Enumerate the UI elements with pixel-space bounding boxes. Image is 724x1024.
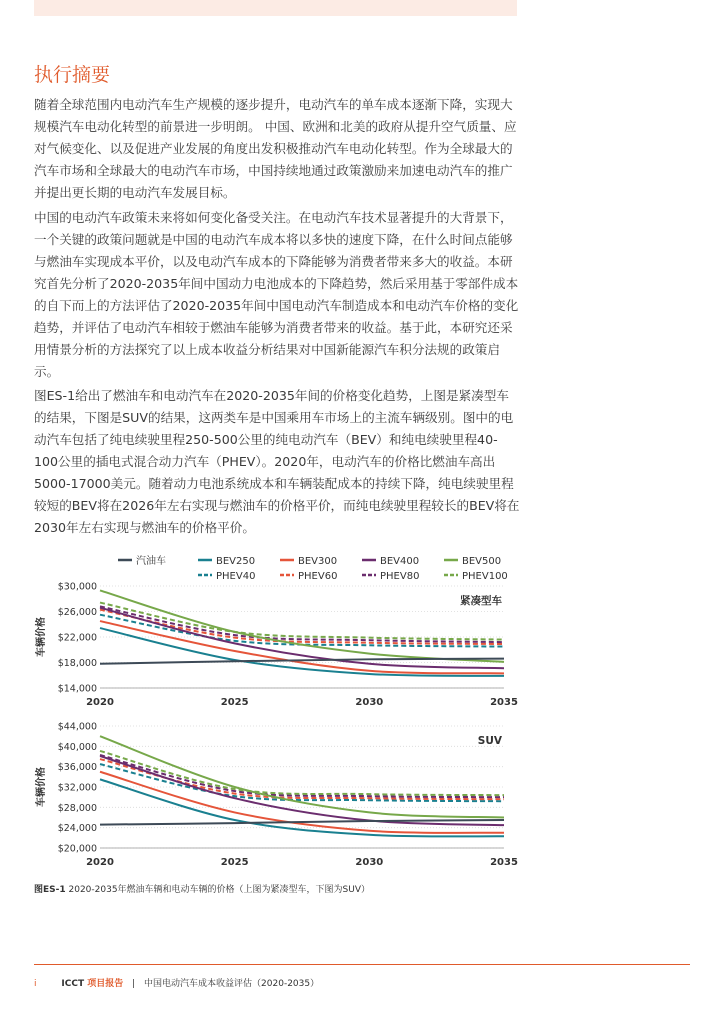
legend-label: BEV300 [298,556,338,567]
legend-label: BEV400 [380,556,420,567]
y-tick-label: $14,000 [57,683,97,695]
legend-label: BEV500 [462,556,502,567]
footer-divider [34,964,690,965]
y-tick-label: $30,000 [57,581,97,593]
footer [34,976,319,989]
x-tick-label: 2020 [86,697,114,708]
x-tick-label: 2020 [86,857,114,868]
paragraph-1: 随着全球范围内电动汽车生产规模的逐步提升，电动汽车的单车成本逐渐下降，实现大规模汽车电动化转型的前景进一步明朗。 中国、欧洲和北美的政府从提升空气质量、应对气候变化、以及促进产业发展的角度出发积极推动汽车电动化转型。作为全球最大的汽车市场和全球最大的电动汽车市场，中国持续地通过政策激励来加速电动汽车的推广并提出更长期的电动汽车发展目标。 [34,97,517,200]
org-name: ICCT [61,979,85,989]
y-tick-label: $40,000 [57,741,97,753]
series-line-BEV300 [100,621,504,673]
panel-title: SUV [477,735,502,747]
y-tick-label: $24,000 [57,823,97,835]
figure-caption [34,882,370,895]
y-tick-label: $36,000 [57,762,97,774]
series-line-PHEV60 [100,759,504,799]
y-tick-label: $44,000 [57,721,97,733]
y-tick-label: $32,000 [57,782,97,794]
legend-label: PHEV40 [216,571,256,582]
y-tick-label: $20,000 [57,843,97,855]
caption-label: 图ES-1 [34,885,66,895]
x-tick-label: 2035 [490,857,518,868]
caption-text: 2020-2035年燃油车辆和电动车辆的价格（上图为紧凑型车，下图为SUV） [65,885,371,895]
figure-es1 [0,548,724,888]
footer-separator: | [132,979,136,989]
x-tick-label: 2025 [220,697,249,708]
legend-label: PHEV100 [462,571,508,582]
series-line-PHEV100 [100,751,504,795]
top-banner [34,0,517,16]
legend-label: 汽油车 [136,556,166,567]
series-line-BEV500 [100,590,504,661]
legend-label: BEV250 [216,556,256,567]
x-tick-label: 2030 [355,697,384,708]
page-number: i [34,979,37,989]
y-tick-label: $28,000 [57,802,97,814]
report-type: 项目报告 [87,979,124,989]
legend-label: PHEV60 [298,571,338,582]
y-tick-label: $22,000 [57,632,97,644]
x-tick-label: 2030 [355,857,384,868]
report-title: 中国电动汽车成本收益评估（2020-2035） [144,979,320,989]
y-axis-label: 车辆价格 [36,617,47,657]
page-title: 执行摘要 [34,64,111,86]
paragraph-3: 图ES-1给出了燃油车和电动汽车在2020-2035年间的价格变化趋势，上图是紧凑型车的结果，下图是SUV的结果，这两类车是中国乘用车市场上的主流车辆级别。图中的电动汽车包括了纯电续驶里程250-500公里的纯电动汽车（BEV）和纯电续驶里程40-100公里的插电式混合动力汽车（PHEV）。2020年，电动汽车的价格比燃油车高出5000-17000美元。随着动力电池系统成本和车辆装配成本的持续下降，纯电续驶里程较短的BEV将在2026年左右实现与燃油车的价格平价，而纯电续驶里程较长的BEV将在2030年左右实现与燃油车的价格平价。 [34,388,520,535]
y-tick-label: $26,000 [57,607,97,618]
footer-org [61,979,123,989]
paragraph-2: 中国的电动汽车政策未来将如何变化备受关注。在电动汽车技术显著提升的大背景下，一个关键的政策问题就是中国的电动汽车成本将以多快的速度下降，在什么时间点能够与燃油车实现成本平价，以及电动汽车成本的下降能够为消费者带来多大的收益。本研究首先分析了2020-2035年间中国动力电池成本的下降趋势，然后采用基于零部件成本的自下而上的方法评估了2020-2035年间中国电动汽车制造成本和电动汽车价格的变化趋势，并评估了电动汽车相较于燃油车能够为消费者带来的收益。基于此，本研究还采用情景分析的方法探究了以上成本收益分析结果对中国新能源汽车积分法规的政策启示。 [34,210,519,379]
x-tick-label: 2025 [220,857,249,868]
panel-title: 紧凑型车 [460,595,502,607]
series-line-PHEV100 [100,603,504,640]
series-line-PHEV40 [100,764,504,801]
y-axis-label: 车辆价格 [36,767,47,807]
y-tick-label: $18,000 [57,658,97,669]
x-tick-label: 2035 [490,697,518,708]
legend-label: PHEV80 [380,571,420,582]
